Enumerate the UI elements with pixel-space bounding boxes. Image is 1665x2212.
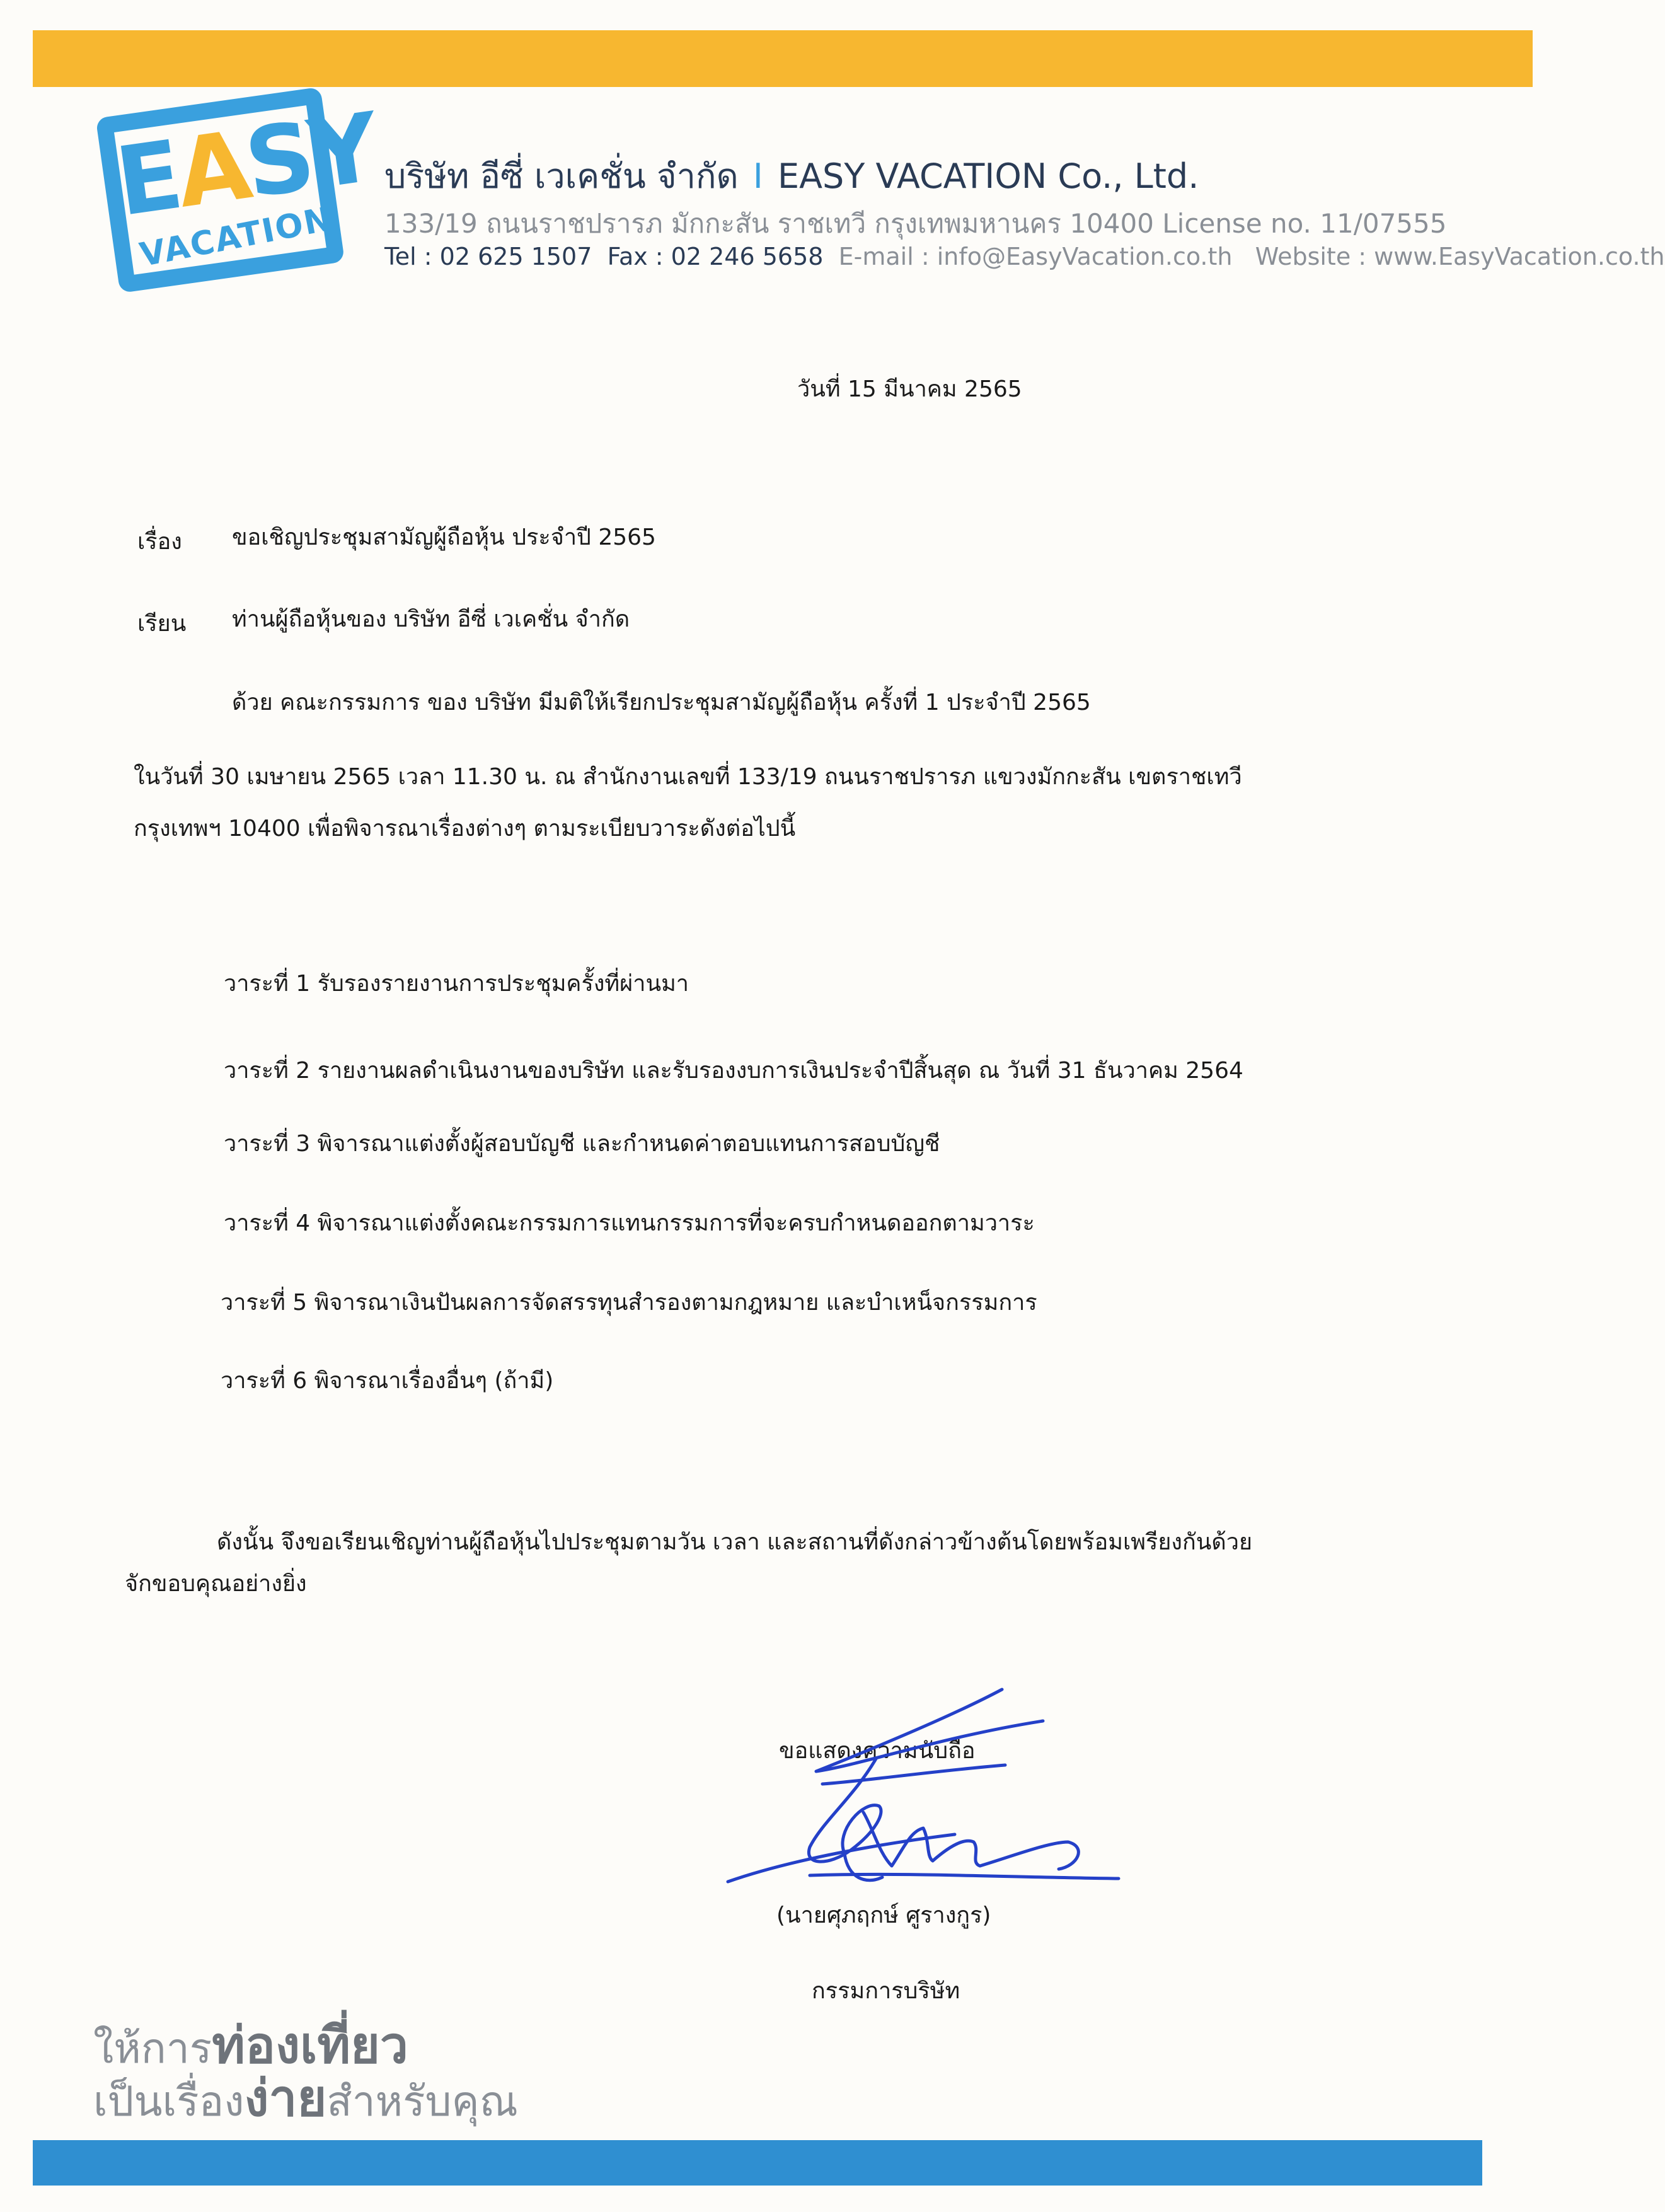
company-name-separator: I — [752, 156, 763, 196]
letter-date: วันที่ 15 มีนาคม 2565 — [797, 376, 1022, 402]
slogan-line1-a: ให้การ — [93, 2025, 212, 2071]
company-name-th: บริษัท อีซี่ เวเคชั่น จำกัด — [384, 156, 739, 196]
agenda-item-3: วาระที่ 3 พิจารณาแต่งตั้งผู้สอบบัญชี และกำหนดค่าตอบแทนการสอบบัญชี — [224, 1131, 940, 1157]
agenda-item-4: วาระที่ 4 พิจารณาแต่งตั้งคณะกรรมการแทนกรรมการที่จะครบกำหนดออกตามวาระ — [224, 1210, 1035, 1236]
slogan-line2-c: สำหรับคุณ — [326, 2078, 518, 2124]
agenda-item-6: วาระที่ 6 พิจารณาเรื่องอื่นๆ (ถ้ามี) — [221, 1368, 554, 1394]
company-address: 133/19 ถนนราชปรารภ มักกะสัน ราชเทวี กรุงเทพมหานคร 10400 License no. 11/07555 — [384, 208, 1447, 239]
footer-slogan — [93, 2017, 518, 2126]
body-para1-line2: ในวันที่ 30 เมษายน 2565 เวลา 11.30 น. ณ สำนักงานเลขที่ 133/19 ถนนราชปรารภ แขวงมักกะสัน เขตราชเทวี — [134, 764, 1242, 790]
regards-text: ขอแสดงความนับถือ — [779, 1738, 976, 1764]
top-yellow-bar — [33, 30, 1533, 87]
recipient-label: เรียน — [137, 611, 187, 637]
company-contact — [384, 243, 1665, 270]
company-fax: Fax : 02 246 5658 — [607, 243, 824, 270]
company-name-en: EASY VACATION Co., Ltd. — [777, 156, 1199, 196]
signature — [715, 1677, 1131, 1904]
closing-line-1: ดังนั้น จึงขอเรียนเชิญท่านผู้ถือหุ้นไปประชุมตามวัน เวลา และสถานที่ดังกล่าวข้างต้นโดยพร้อมเพรียงกันด้วย — [217, 1529, 1253, 1555]
company-tel: Tel : 02 625 1507 — [384, 243, 592, 270]
slogan-line-2 — [93, 2070, 518, 2126]
body-para1-line3: กรุงเทพฯ 10400 เพื่อพิจารณาเรื่องต่างๆ ตามระเบียบวาระดังต่อไปนี้ — [134, 816, 796, 842]
subject-label: เรื่อง — [137, 529, 182, 555]
slogan-line-1 — [93, 2017, 518, 2073]
bottom-blue-bar — [33, 2140, 1482, 2186]
logo-sub-text: VACATION — [137, 200, 336, 275]
logo-letter: E — [110, 120, 186, 238]
signer-title: กรรมการบริษัท — [812, 1978, 960, 2004]
slogan-line2-b: ง่าย — [244, 2070, 327, 2126]
body-para1-line1: ด้วย คณะกรรมการ ของ บริษัท มีมติให้เรียกประชุมสามัญผู้ถือหุ้น ครั้งที่ 1 ประจำปี 2565 — [232, 690, 1091, 715]
recipient-text: ท่านผู้ถือหุ้นของ บริษัท อีซี่ เวเคชั่น จำกัด — [232, 606, 630, 632]
signer-name: (นายศุภฤกษ์ ศูรางกูร) — [776, 1902, 991, 1928]
agenda-item-5: วาระที่ 5 พิจารณาเงินปันผลการจัดสรรทุนสำรองตามกฎหมาย และบำเหน็จกรรมการ — [221, 1290, 1037, 1316]
easy-vacation-logo — [81, 71, 382, 313]
company-website: Website : www.EasyVacation.co.th — [1255, 243, 1665, 270]
slogan-line2-a: เป็นเรื่อง — [93, 2078, 245, 2124]
logo-letter: S — [238, 101, 318, 220]
logo-letter: A — [170, 111, 255, 229]
slogan-line1-b: ท่องเที่ยว — [212, 2017, 408, 2073]
logo-letter: Y — [302, 93, 382, 211]
agenda-item-1: วาระที่ 1 รับรองรายงานการประชุมครั้งที่ผ่านมา — [224, 971, 689, 997]
company-name — [384, 149, 1199, 203]
agenda-item-2: วาระที่ 2 รายงานผลดำเนินงานของบริษัท และรับรองงบการเงินประจำปีสิ้นสุด ณ วันที่ 31 ธันวาคม 2564 — [224, 1058, 1243, 1084]
closing-line-2: จักขอบคุณอย่างยิ่ง — [125, 1571, 307, 1597]
company-email: E-mail : info@EasyVacation.co.th — [838, 243, 1233, 270]
subject-text: ขอเชิญประชุมสามัญผู้ถือหุ้น ประจำปี 2565 — [232, 524, 656, 550]
